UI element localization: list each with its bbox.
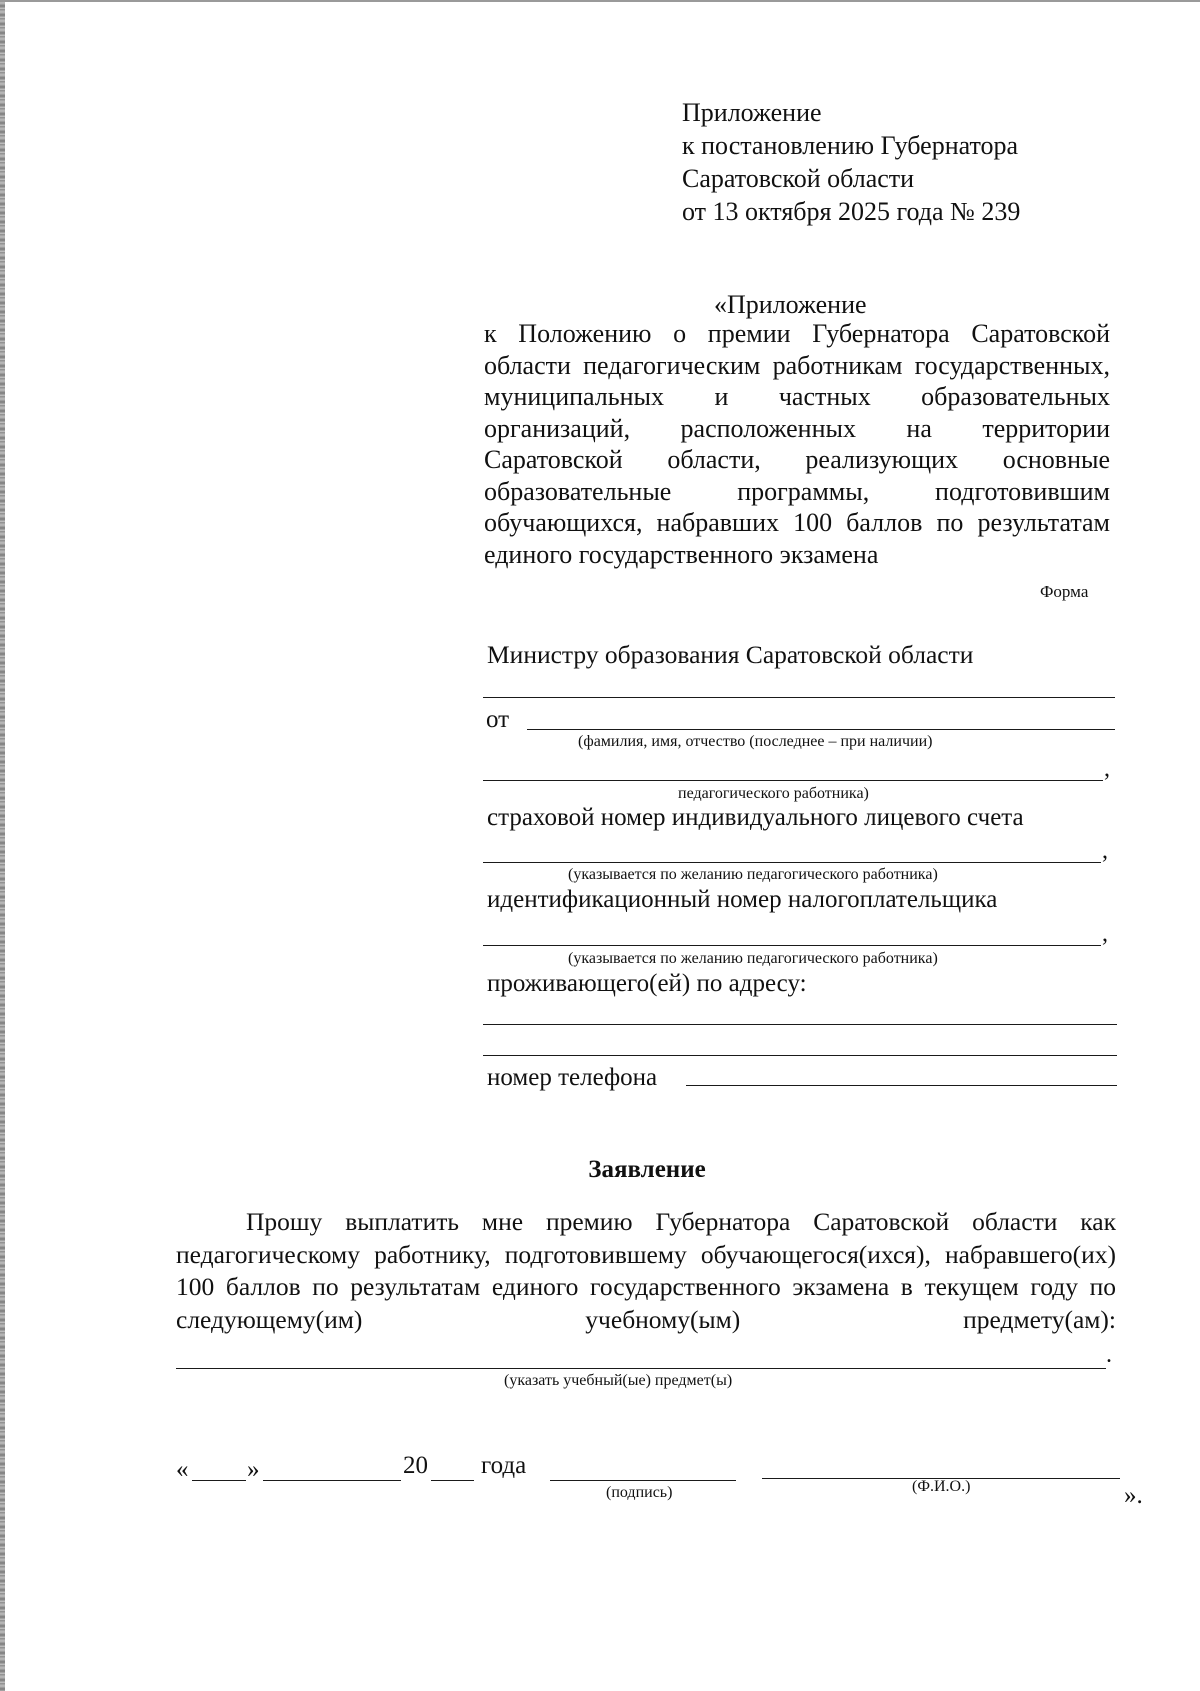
- subject-hint: (указать учебный(ые) предмет(ы): [504, 1372, 733, 1389]
- address-field-line-2[interactable]: [483, 1055, 1117, 1056]
- form-label: Форма: [1040, 582, 1089, 601]
- statement-title: Заявление: [588, 1156, 706, 1183]
- inn-label: идентификационный номер налогоплательщика: [487, 886, 998, 913]
- snils-field-line[interactable]: [483, 862, 1101, 863]
- address-label: проживающего(ей) по адресу:: [487, 970, 807, 997]
- month-field-line[interactable]: [263, 1480, 401, 1481]
- subject-field-line[interactable]: [176, 1368, 1106, 1369]
- header-line-1: Приложение: [682, 98, 822, 127]
- century-label: 20: [403, 1452, 428, 1479]
- resolution-header: [682, 96, 1020, 228]
- year-field-line[interactable]: [431, 1480, 474, 1481]
- worker-field-comma: ,: [1104, 756, 1110, 782]
- fio-hint: (фамилия, имя, отчество (последнее – при наличии): [578, 733, 933, 750]
- scan-edge-top: [0, 0, 1200, 2]
- closing-quote: ».: [1124, 1482, 1143, 1509]
- snils-hint: (указывается по желанию педагогического работника): [568, 866, 938, 883]
- year-word: года: [481, 1452, 527, 1479]
- addressee: Министру образования Саратовской области: [487, 640, 974, 669]
- scan-edge-left: [0, 0, 5, 1691]
- phone-label: номер телефона: [487, 1064, 658, 1091]
- worker-field-line[interactable]: [483, 780, 1103, 781]
- appendix-title: «Приложение: [714, 290, 867, 319]
- signature-field-line[interactable]: [550, 1480, 736, 1481]
- date-close-quote: »: [247, 1456, 260, 1483]
- inn-field-line[interactable]: [483, 945, 1101, 946]
- fio-field-line[interactable]: [527, 729, 1115, 730]
- statement-text: [176, 1206, 1116, 1336]
- inn-hint: (указывается по желанию педагогического работника): [568, 950, 938, 967]
- from-label: от: [486, 706, 510, 733]
- snils-label: страховой номер индивидуального лицевого счета: [487, 804, 1024, 831]
- appendix-text: к Положению о премии Губернатора Саратовской области педагогическим работникам государственных, муниципальных и частных образовательных организаций, расположенных на территории Саратовской области, реализующих основные образовательные программы, подготовившим обучающихся, набравших 100 баллов по результатам единого государственного экзамена: [484, 319, 1110, 569]
- statement-period: .: [1106, 1342, 1112, 1368]
- addressee-underline: [483, 697, 1115, 698]
- statement-body: Прошу выплатить мне премию Губернатора Саратовской области как педагогическому работнику, подготовившему обучающегося(ихся), набравшего(их) 100 баллов по результатам единого государственного экзамена в текущем году по следующему(им) учебному(ым) предмету(ам):: [176, 1207, 1116, 1334]
- worker-hint: педагогического работника): [678, 785, 869, 802]
- header-line-3: Саратовской области: [682, 164, 915, 193]
- day-field-line[interactable]: [192, 1480, 246, 1481]
- inn-field-comma: ,: [1102, 921, 1108, 947]
- signature-fio-hint: (Ф.И.О.): [912, 1478, 971, 1495]
- address-field-line-1[interactable]: [483, 1024, 1117, 1025]
- snils-field-comma: ,: [1102, 838, 1108, 864]
- date-open-quote: «: [176, 1456, 189, 1483]
- header-line-2: к постановлению Губернатора: [682, 131, 1019, 160]
- phone-field-line[interactable]: [686, 1085, 1117, 1086]
- header-line-4: от 13 октября 2025 года № 239: [682, 197, 1021, 226]
- signature-hint: (подпись): [606, 1484, 673, 1501]
